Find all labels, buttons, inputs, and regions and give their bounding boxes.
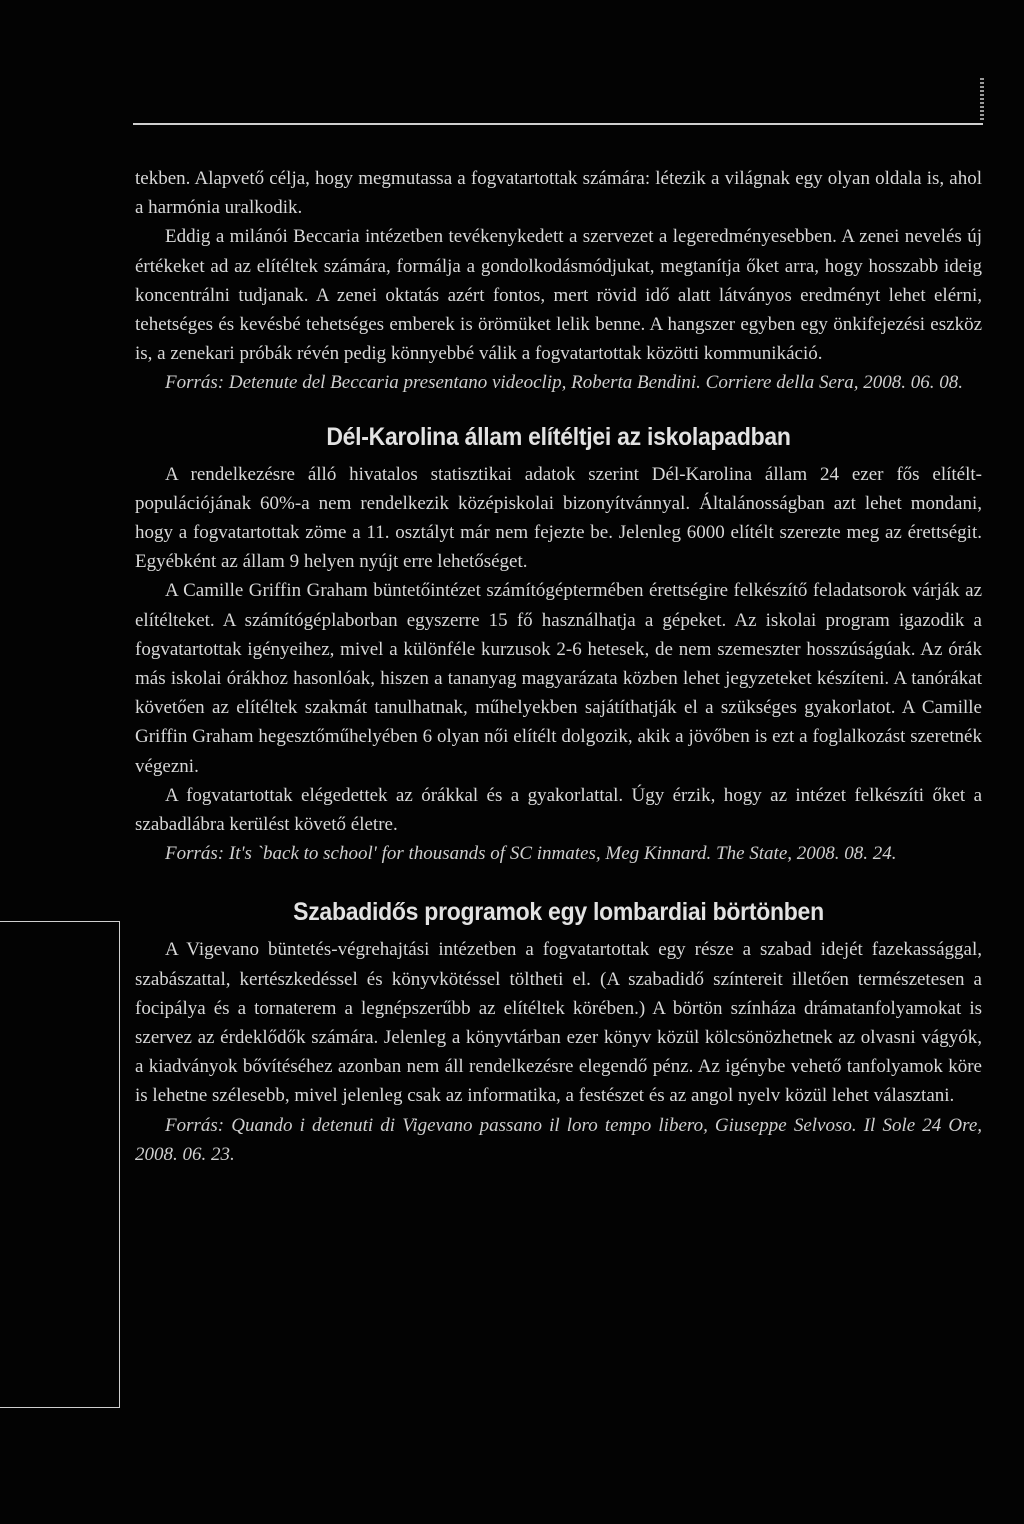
section1-source: Forrás: It's `back to school' for thousands of SC inmates, Meg Kinnard. The State, 2008. 08. 24.	[165, 843, 897, 865]
continued-paragraph-1: tekben. Alapvető célja, hogy megmutassa a fogvatartottak számára: létezik a világnak egy olyan oldala is, ahol a harmónia uralkodik.	[135, 168, 982, 219]
margin-frame-line	[119, 922, 120, 1407]
margin-frame	[0, 921, 120, 1408]
section1-paragraph-1: A rendelkezésre álló hivatalos statisztikai adatok szerint Dél-Karolina állam 24 ezer fős elítélt-populációjának 60%-a nem rendelkezik középiskolai bizonyítvánnyal. Általánosságban azt lehet mondani, hogy a fogvatartottak zöme a 11. osztályt már nem fejezte be. Jelenleg 6000 elítélt szerezte meg az érettségit. Egyébként az állam 9 helyen nyújt erre lehetőséget.	[135, 463, 982, 573]
corner-mark	[980, 78, 984, 122]
section2-source: Forrás: Quando i detenuti di Vigevano passano il loro tempo libero, Giuseppe Selvoso. Il Sole 24 Ore, 2008. 06. 23.	[135, 1114, 982, 1165]
page-body	[135, 164, 982, 1169]
section1-paragraph-3: A fogvatartottak elégedettek az órákkal és a gyakorlattal. Úgy érzik, hogy az intézet felkészíti őket a szabadlábra kerülést követő életre.	[135, 784, 982, 836]
header-rule	[133, 123, 983, 125]
section-title-lombardy: Szabadidős programok egy lombardiai börtönben	[293, 898, 824, 927]
continued-source: Forrás: Detenute del Beccaria presentano videoclip, Roberta Bendini. Corriere della Sera, 2008. 06. 08.	[165, 372, 964, 394]
section1-paragraph-2: A Camille Griffin Graham büntetőintézet számítógéptermében érettségire felkészítő feladatsorok várják az elítélteket. A számítógéplaborban egyszerre 15 fő használhatja a gépeket. Az iskolai program igazodik a fogvatartottak igényeihez, mivel a különféle kurzusok 2-6 hetesek, de nem szemeszter hosszúságúak. Az órák más iskolai órákhoz hasonlóak, hiszen a tananyag magyarázata közben lehet jegyzeteket készíteni. A tanórákat követően az elítéltek szakmát tanulhatnak, műhelyekben sajátíthatják el a szükséges gyakorlatot. A Camille Griffin Graham hegesztőműhelyében 6 olyan női elítélt dolgozik, akik a jövőben is ezt a foglalkozást szeretnék végezni.	[135, 580, 982, 777]
continued-paragraph-2: Eddig a milánói Beccaria intézetben tevékenykedett a szervezet a legeredményesebben. A zenei nevelés új értékeket ad az elítéltek számára, formálja a gondolkodásmódjukat, megtanítja őket arra, hogy hosszabb ideig koncentrálni tudjanak. A zenei oktatás azért fontos, mert rövid idő alatt látványos eredményt lehet elérni, tehetséges és kevésbé tehetséges emberek is örömüket lelik benne. A hangszer egyben egy önkifejezési eszköz is, a zenekari próbák révén pedig könnyebbé válik a fogvatartottak közötti kommunikáció.	[135, 226, 982, 365]
section2-paragraph-1: A Vigevano büntetés-végrehajtási intézetben a fogvatartottak egy része a szabad idejét fazekassággal, szabászattal, kertészkedéssel és könyvkötéssel töltheti el. (A szabadidő színtereit illetően természetesen a focipálya és a tornaterem a legnépszerűbb az elítéltek körében.) A börtön színháza drámatanfolyamokat is szervez az érdeklődők számára. Jelenleg a könyvtárban ezer könyv közül kölcsönözhetnek az olvasni vágyók, a kiadványok bővítéséhez azonban nem áll rendelkezésre elegendő pénz. Az igénybe vehető tanfolyamok köre is lehetne szélesebb, mivel jelenleg csak az informatika, a festészet és az angol nyelv közül lehet választani.	[135, 939, 982, 1107]
section-title-south-carolina: Dél-Karolina állam elítéltjei az iskolapadban	[326, 422, 791, 451]
